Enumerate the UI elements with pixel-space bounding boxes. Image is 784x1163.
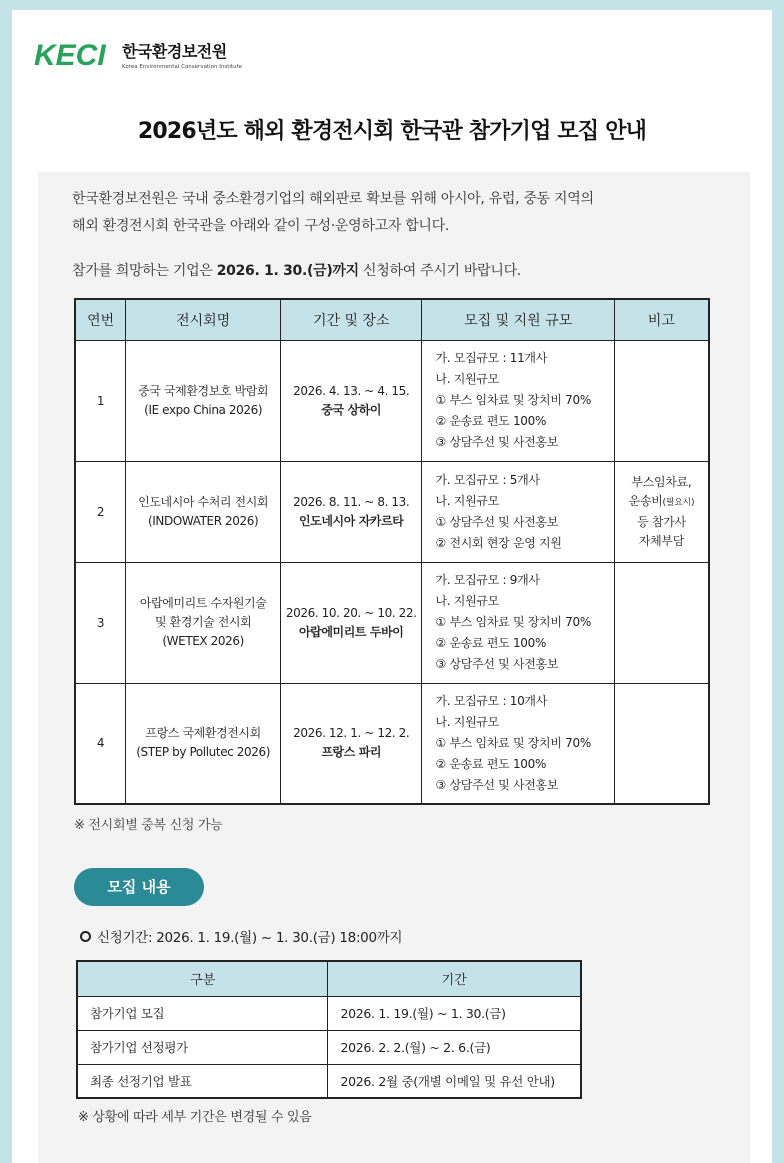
scale-line: ① 부스 임차료 및 장치비 70% [435,393,591,407]
note-line: 부스임차료, [631,474,692,489]
scale-line: 가. 모집규모 : 9개사 [435,573,540,587]
table-row [75,461,709,562]
place-line: 아랍에미리트 두바이 [298,624,404,639]
deadline-prefix: 참가를 희망하는 기업은 [72,263,217,279]
circle-bullet-icon [80,931,91,942]
content-area [38,172,750,1163]
header [34,34,242,74]
row-note [614,683,709,804]
scale-line: ① 부스 임차료 및 장치비 70% [435,615,591,629]
scale-line: ② 운송료 편도 100% [435,756,547,771]
note-line [615,492,708,513]
scale-line: ① 상담주선 및 사전홍보 [435,514,559,529]
header-name: 전시회명 [126,299,281,340]
scale-line: 가. 모집규모 : 10개사 [435,693,547,708]
section-badge: 모집 내용 [74,868,204,906]
name-line: (INDOWATER 2026) [148,513,259,528]
date-line: 2026. 12. 1. ~ 12. 2. [293,726,410,741]
scale-line: 나. 지원규모 [435,493,499,508]
row-no: 4 [75,683,126,804]
row-name [126,562,281,683]
org-name-english: Korea Environmental Conservation Institute [122,63,243,70]
note-text: 운송비 [628,493,663,508]
row-scale [422,683,614,804]
scale-line: 가. 모집규모 : 5개사 [435,472,540,487]
name-line: (WETEX 2026) [162,634,244,648]
scale-line: 나. 지원규모 [435,594,499,608]
intro-line-2: 해외 환경전시회 한국관을 아래와 같이 구성·운영하고자 합니다. [72,218,450,234]
row-name [126,683,281,804]
note-small: (필요시) [662,497,695,508]
name-line: 및 환경기술 전시회 [154,615,252,629]
row-name [126,340,281,461]
table-row [75,562,709,683]
period-text: 신청기간: 2026. 1. 19.(월) ~ 1. 30.(금) 18:00까지 [97,930,403,946]
header-scale: 모집 및 지원 규모 [422,299,614,340]
deadline-text [72,260,521,280]
row-note [614,340,709,461]
row-note [614,461,709,562]
schedule-table [76,960,582,1099]
exhibition-table [74,298,710,805]
name-line: 인도네시아 수처리 전시회 [138,494,269,509]
schedule-header-category: 구분 [77,961,328,996]
name-line: 중국 국제환경보호 박람회 [138,383,269,398]
schedule-category: 최종 선정기업 발표 [77,1064,328,1098]
row-date [280,340,422,461]
logo-wordmark [122,39,242,70]
row-date [280,461,422,562]
intro-line-1: 한국환경보전원은 국내 중소환경기업의 해외판로 확보를 위해 아시아, 유럽, 중동 지역의 [72,191,594,207]
header-date: 기간 및 장소 [280,299,422,340]
row-scale [422,562,614,683]
row-no: 2 [75,461,126,562]
scale-line: 가. 모집규모 : 11개사 [435,351,547,365]
page [12,10,772,1163]
application-period [80,926,402,946]
scale-line: 나. 지원규모 [435,714,499,729]
scale-line: ③ 상담주선 및 사전홍보 [435,777,559,792]
schedule-header-period: 기간 [328,961,581,996]
schedule-category: 참가기업 선정평가 [77,1030,328,1064]
name-line: (IE expo China 2026) [144,402,263,417]
place-line: 프랑스 파리 [321,745,382,760]
scale-line: 나. 지원규모 [435,372,499,386]
date-line: 2026. 10. 20. ~ 10. 22. [285,605,417,620]
schedule-header-row [77,961,581,996]
place-line: 인도네시아 자카르타 [298,513,404,528]
schedule-row [77,996,581,1030]
scale-line: ② 운송료 편도 100% [435,636,547,650]
row-no: 3 [75,562,126,683]
org-name: 한국환경보전원 [122,41,227,61]
note-line: 자체부담 [638,533,684,548]
row-no: 1 [75,340,126,461]
row-scale [422,461,614,562]
deadline-suffix: 신청하여 주시기 바랍니다. [358,263,521,279]
name-line: (STEP by Pollutec 2026) [136,745,271,760]
scale-line: ② 전시회 현장 운영 지원 [435,535,562,550]
schedule-category: 참가기업 모집 [77,996,328,1030]
table-row [75,340,709,461]
schedule-period: 2026. 2. 2.(월) ~ 2. 6.(금) [328,1030,581,1064]
scale-line: ① 부스 임차료 및 장치비 70% [435,735,591,750]
scale-line: ③ 상담주선 및 사전홍보 [435,657,559,671]
schedule-period: 2026. 1. 19.(월) ~ 1. 30.(금) [328,996,581,1030]
note-line: 등 참가사 [637,514,686,529]
schedule-change-note: ※ 상황에 따라 세부 기간은 변경될 수 있음 [78,1110,312,1125]
duplicate-application-note: ※ 전시회별 중복 신청 가능 [74,818,223,833]
deadline-date: 2026. 1. 30.(금)까지 [216,263,359,279]
place-line: 중국 상하이 [321,402,382,417]
schedule-row [77,1030,581,1064]
scale-line: ② 운송료 편도 100% [435,414,547,428]
schedule-period: 2026. 2월 중(개별 이메일 및 유선 안내) [328,1064,581,1098]
header-note: 비고 [614,299,709,340]
row-scale [422,340,614,461]
logo-letters: KECI [34,39,106,70]
keci-logo-icon [34,38,116,70]
header-no: 연번 [75,299,126,340]
table-row [75,683,709,804]
row-name [126,461,281,562]
row-date [280,562,422,683]
name-line: 아랍에미리트 수자원기술 [139,596,267,610]
date-line: 2026. 4. 13. ~ 4. 15. [293,383,410,398]
schedule-row [77,1064,581,1098]
scale-line: ③ 상담주선 및 사전홍보 [435,435,559,449]
name-line: 프랑스 국제환경전시회 [145,726,261,741]
table-header-row [75,299,709,340]
date-line: 2026. 8. 11. ~ 8. 13. [293,494,410,509]
intro-text [72,186,594,240]
row-note [614,562,709,683]
row-date [280,683,422,804]
page-title: 2026년도 해외 환경전시회 한국관 참가기업 모집 안내 [137,119,647,144]
